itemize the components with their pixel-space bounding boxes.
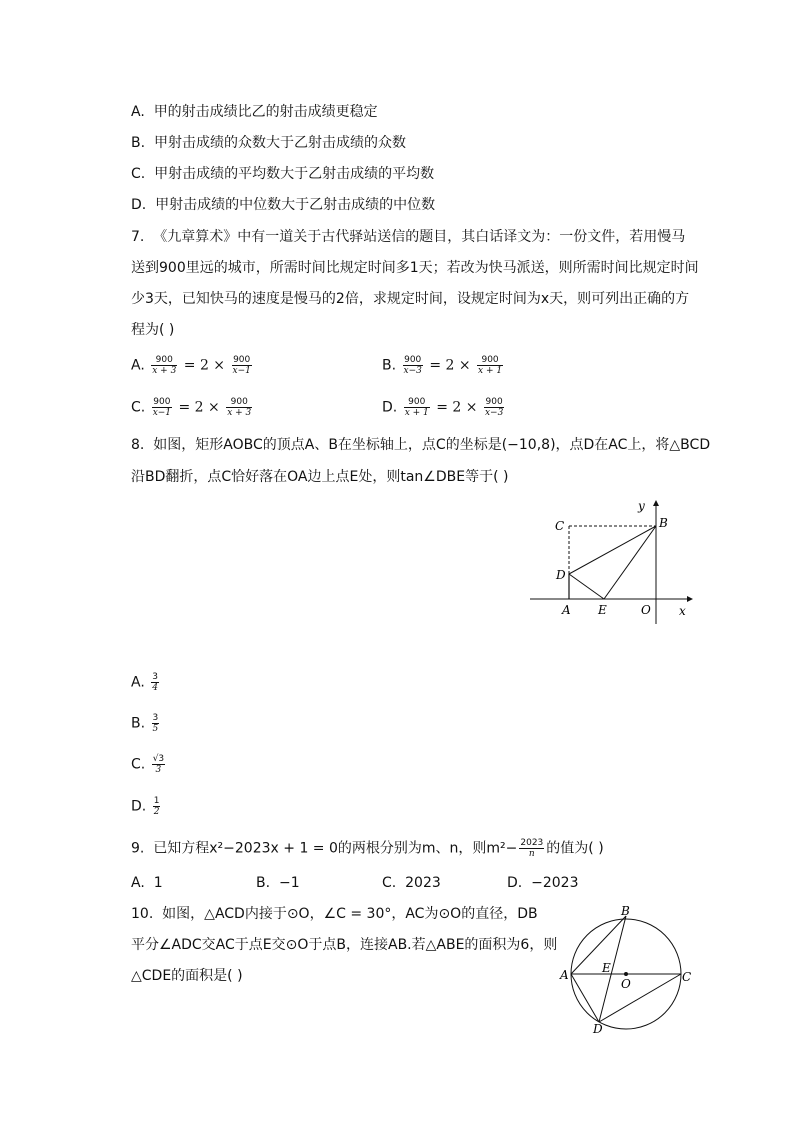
q8-option-c: C. $\frac{√3}{3}$ [131,754,165,775]
segment-eb [604,526,656,599]
q9-option-b: B. −1 [256,875,300,891]
q7-option-b: B. $\frac{900}{x-3}$ = 2 × $\frac{900}{x + 1}$ [382,355,503,376]
q7-line-3: 少3天，已知快马的速度是慢马的2倍，求规定时间，设规定时间为x天，则可列出正确的方 [131,291,690,307]
label-x: x [679,604,686,618]
q7-option-a: A. $\frac{900}{x + 3}$ = 2 × $\frac{900}{x-1}$ [131,355,251,376]
label-e: E [598,603,607,617]
label-o: O [621,977,631,991]
q7-option-d: D. $\frac{900}{x + 1}$ = 2 × $\frac{900}{x-3}$ [382,397,504,418]
q9-option-d: D. −2023 [507,875,579,891]
q7-line-1: 7. 《九章算术》中有一道关于古代驿站送信的题目，其白话译文为：一份文件，若用慢马 [131,229,686,245]
q8-figure [525,496,695,626]
q7-option-c: C. $\frac{900}{x-1}$ = 2 × $\frac{900}{x + 3}$ [131,397,252,418]
q7-line-4: 程为( ) [131,322,175,338]
q8-option-a: A. $\frac{3}{4}$ [131,672,158,693]
label-a: A [560,968,569,982]
q8-option-b: B. $\frac{3}{5}$ [131,713,159,734]
q10-line-2: 平分∠ADC交AC于点E交⊙O于点B，连接AB.若△ABE的面积为6，则 [131,937,558,953]
q6-option-c: C. 甲射击成绩的平均数大于乙射击成绩的平均数 [131,166,435,182]
segment-dc [599,974,681,1022]
label-c: C [682,970,692,984]
label-y: y [638,499,645,513]
segment-db [569,526,656,574]
label-b: B [659,516,668,530]
q10-line-1: 10. 如图，△ACD内接于⊙O，∠C = 30°，AC为⊙O的直径，DB [131,906,538,922]
q9-option-a: A. 1 [131,875,163,891]
y-axis-arrow [653,500,659,506]
q10-line-3: △CDE的面积是( ) [131,968,243,984]
label-d: D [593,1022,603,1035]
label-d: D [556,568,566,582]
q9-option-c: C. 2023 [382,875,441,891]
label-b: B [621,904,630,918]
x-axis-arrow [687,596,693,602]
center-dot [624,972,628,976]
q10-figure [555,900,700,1035]
label-c: C [555,519,565,533]
label-a: A [562,603,571,617]
segment-de [569,574,604,599]
q9-stem: 9. 已知方程x²−2023x + 1 = 0的两根分别为m、n，则m²− $\frac{2023}{n}$ 的值为( ) [131,838,604,859]
q8-option-d: D. $\frac{1}{2}$ [131,796,160,817]
q6-option-d: D. 甲射击成绩的中位数大于乙射击成绩的中位数 [131,197,436,213]
label-e: E [602,961,611,975]
q8-line-1: 8. 如图，矩形AOBC的顶点A、B在坐标轴上，点C的坐标是(−10,8)，点D在AC上，将△BCD [131,437,711,453]
segment-ad [571,974,599,1022]
q6-option-a: A. 甲的射击成绩比乙的射击成绩更稳定 [131,104,378,120]
label-o: O [641,603,651,617]
q8-line-2: 沿BD翻折，点C恰好落在OA边上点E处，则tan∠DBE等于( ) [131,469,509,485]
q6-option-b: B. 甲射击成绩的众数大于乙射击成绩的众数 [131,135,406,151]
q7-line-2: 送到900里远的城市，所需时间比规定时间多1天；若改为快马派送，则所需时间比规定时间 [131,260,699,276]
